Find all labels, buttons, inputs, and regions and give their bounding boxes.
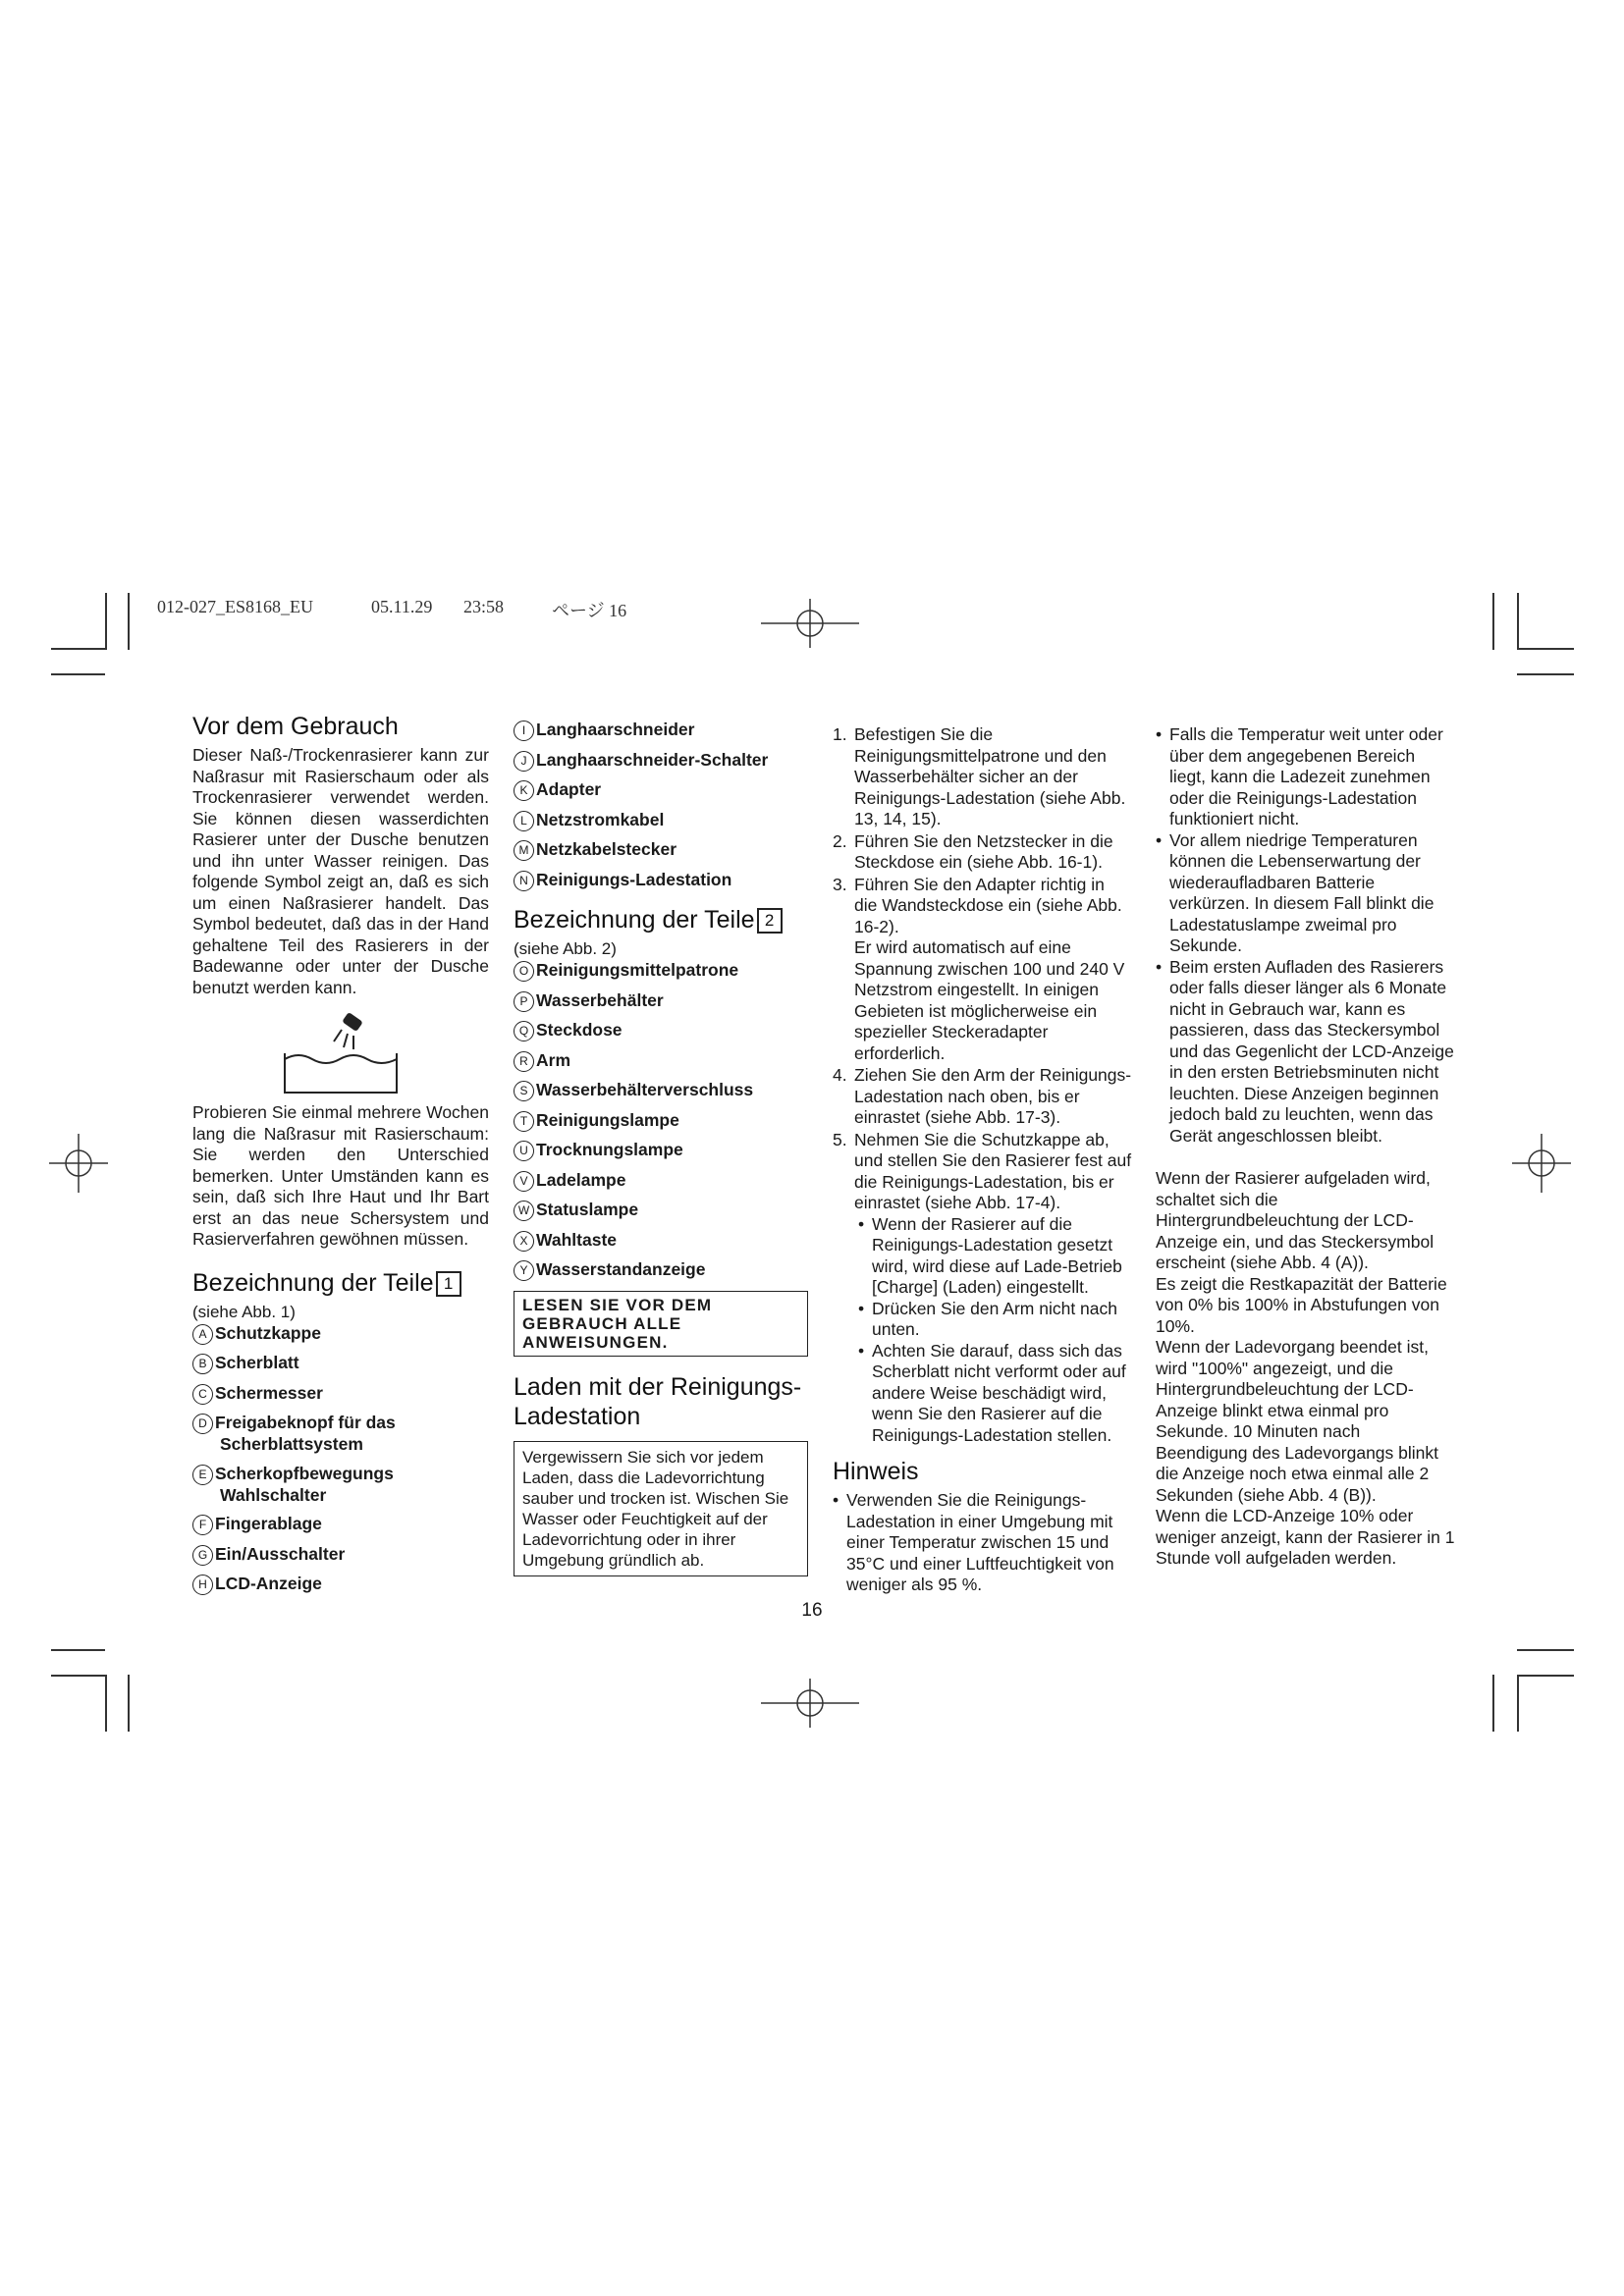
list-item: Y Wasserstandanzeige xyxy=(514,1259,808,1281)
print-date: 05.11.29 xyxy=(371,597,433,616)
note-box: Vergewissern Sie sich vor jedem Laden, dass die Ladevorrichtung sauber und trocken ist. Wischen Sie Wasser oder Feuchtigkeit auf der Ladevorrichtung oder in ihrer Umgebung gründlich ab. xyxy=(514,1441,808,1576)
crop-mark xyxy=(1492,1675,1494,1732)
figure-reference: (siehe Abb. 2) xyxy=(514,939,617,958)
list-item: T Reinigungslampe xyxy=(514,1110,808,1132)
crop-mark xyxy=(51,648,105,650)
registration-mark-icon xyxy=(1512,1134,1571,1193)
print-page-label: ページ 16 xyxy=(552,601,627,620)
parts-list-1 xyxy=(192,1323,489,1596)
list-item: R Arm xyxy=(514,1050,808,1072)
charging-paragraph-2: Es zeigt die Restkapazität der Batterie von 0% bis 100% in Abstufungen von 10%. xyxy=(1156,1273,1447,1336)
list-item: M Netzkabelstecker xyxy=(514,839,808,861)
crop-mark xyxy=(1492,593,1494,650)
print-header xyxy=(157,597,313,617)
figure-number-badge: 2 xyxy=(757,908,783,934)
crop-mark xyxy=(105,1675,107,1732)
list-item: • Beim ersten Aufladen des Rasierers oder falls dieser länger als 6 Monate nicht in Gebrauch war, kann es passieren, dass das Steckersymbol und das Gegenlicht der LCD-Anzeige in den ersten Betriebsminuten nicht leuchten. Diese Anzeigen beginnen jedoch bald zu leuchten, wenn das Gerät angeschlossen bleibt. xyxy=(1156,957,1455,1148)
list-item: • Verwenden Sie die Reinigungs-Ladestation in einer Umgebung mit einer Temperatur zwischen 15 und 35°C und einer Luftfeuchtigkeit von weniger als 95 %. xyxy=(833,1490,1132,1596)
section-title-parts-1: Bezeichnung der Teile 1 xyxy=(192,1268,489,1298)
hint-bullets xyxy=(833,1490,1132,1596)
list-item: X Wahltaste xyxy=(514,1230,808,1252)
crop-mark xyxy=(1517,1675,1574,1677)
crop-mark xyxy=(128,1675,130,1732)
crop-mark xyxy=(51,1649,105,1651)
section-title-parts-2: Bezeichnung der Teile 2 xyxy=(514,905,808,934)
crop-mark xyxy=(1517,1675,1519,1732)
list-item: • Achten Sie darauf, dass sich das Scherblatt nicht verformt oder auf andere Weise beschädigt wird, wenn Sie den Rasierer auf die Reinigungs-Ladestation stellen. xyxy=(858,1341,1132,1447)
list-item: N Reinigungs-Ladestation xyxy=(514,870,808,891)
crop-mark xyxy=(51,1675,105,1677)
section-title-before-use: Vor dem Gebrauch xyxy=(192,713,399,740)
list-item: Q Steckdose xyxy=(514,1020,808,1041)
crop-mark xyxy=(1517,648,1574,650)
list-item: U Trocknungslampe xyxy=(514,1140,808,1161)
list-item: 4. Ziehen Sie den Arm der Reinigungs-Ladestation nach oben, bis er einrastet (siehe Abb. 17-3). xyxy=(833,1065,1132,1127)
list-item: • Drücken Sie den Arm nicht nach unten. xyxy=(858,1299,1132,1341)
list-item: V Ladelampe xyxy=(514,1170,808,1192)
shower-bath-icon xyxy=(192,1012,489,1096)
crop-mark xyxy=(128,593,130,650)
list-item: • Falls die Temperatur weit unter oder über dem angegebenen Bereich liegt, kann die Ladezeit zunehmen oder die Reinigungs-Ladestation funktioniert nicht. xyxy=(1156,724,1455,830)
list-item: P Wasserbehälter xyxy=(514,990,808,1012)
list-item: E Scherkopfbewegungs Wahlschalter xyxy=(192,1464,489,1506)
crop-mark xyxy=(1517,593,1519,650)
list-item: • Vor allem niedrige Temperaturen können die Lebenserwartung der wiederaufladbaren Batterie verkürzen. In diesem Fall blinkt die Ladestatuslampe zweimal pro Sekunde. xyxy=(1156,830,1455,957)
list-item: 1. Befestigen Sie die Reinigungsmittelpatrone und den Wasserbehälter sicher an der Reinigungs-Ladestation (siehe Abb. 13, 14, 15). xyxy=(833,724,1126,828)
list-item: K Adapter xyxy=(514,779,808,801)
list-item: 3. Führen Sie den Adapter richtig in die Wandsteckdose ein (siehe Abb. 16-2). Er wird automatisch auf eine Spannung zwischen 100 und 240 V Netzstrom eingestellt. In einigen Gebieten ist möglicherweise ein spezieller Steckeradapter erforderlich. xyxy=(833,874,1125,1063)
list-item: D Freigabeknopf für das Scherblattsystem xyxy=(192,1413,489,1455)
warning-box: LESEN SIE VOR DEM GEBRAUCH ALLE ANWEISUNGEN. xyxy=(514,1291,808,1357)
page-number: 16 xyxy=(801,1600,823,1621)
list-item: C Schermesser xyxy=(192,1383,489,1405)
list-item: L Netzstromkabel xyxy=(514,810,808,831)
column-1 xyxy=(192,712,489,1604)
step-5-bullets xyxy=(858,1214,1132,1447)
parts-list-2 xyxy=(514,960,808,1281)
charging-steps xyxy=(833,724,1132,1446)
section-title-hint: Hinweis xyxy=(833,1458,919,1485)
list-item: W Statuslampe xyxy=(514,1200,808,1221)
registration-mark-icon xyxy=(49,1134,108,1193)
list-item: 5. Nehmen Sie die Schutzkappe ab, und stellen Sie den Rasierer fest auf die Reinigungs-Ladestation, bis er einrastet (siehe Abb. 17-4). • Wenn der Rasierer auf die Reinigungs-Ladestation gesetzt wird, wird diese auf Lade-Betrieb [Charge] (Laden) eingestellt. • Drücken Sie den Arm nicht nach unten. • Achten Sie darauf, dass sich das Scherblatt nicht verformt oder auf andere Weise beschädigt wird, wenn Sie den Rasierer auf die Reinigungs-Ladestation stellen. xyxy=(833,1130,1132,1447)
figure-number-badge: 1 xyxy=(436,1271,461,1297)
column-2 xyxy=(514,720,808,1576)
parts-list-1-continued xyxy=(514,720,808,891)
crop-mark xyxy=(1517,673,1574,675)
temperature-bullets xyxy=(1156,724,1455,1147)
list-item: F Fingerablage xyxy=(192,1514,489,1535)
column-4 xyxy=(1156,724,1455,1570)
list-item: H LCD-Anzeige xyxy=(192,1574,489,1595)
list-item: B Scherblatt xyxy=(192,1353,489,1374)
print-time: 23:58 xyxy=(463,597,505,616)
list-item: S Wasserbehälterverschluss xyxy=(514,1080,808,1101)
column-3 xyxy=(833,724,1132,1596)
registration-mark-icon xyxy=(761,599,859,648)
list-item: O Reinigungsmittelpatrone xyxy=(514,960,808,982)
intro-paragraph: Dieser Naß-/Trockenrasierer kann zur Naßrasur mit Rasierschaum oder als Trockenrasierer verwendet werden. Sie können diesen wasserdichten Rasierer unter der Dusche benutzen und ihn unter Wasser reinigen. Das folgende Symbol zeigt an, daß es sich um einen Naßrasierer handelt. Das Symbol bedeutet, daß das in der Hand gehaltene Teil des Rasierers in der Badewanne oder unter der Dusche benutzt werden kann. xyxy=(192,745,489,997)
crop-mark xyxy=(1517,1649,1574,1651)
list-item: I Langhaarschneider xyxy=(514,720,808,741)
registration-mark-icon xyxy=(761,1679,859,1728)
charging-paragraph-1: Wenn der Rasierer aufgeladen wird, schaltet sich die Hintergrundbeleuchtung der LCD-Anzeige ein, und das Steckersymbol erscheint (siehe Abb. 4 (A)). xyxy=(1156,1168,1435,1272)
list-item: G Ein/Ausschalter xyxy=(192,1544,489,1566)
list-item: J Langhaarschneider-Schalter xyxy=(514,750,808,772)
crop-mark xyxy=(51,673,105,675)
charging-paragraph-4: Wenn die LCD-Anzeige 10% oder weniger anzeigt, kann der Rasierer in 1 Stunde voll aufgeladen werden. xyxy=(1156,1506,1455,1568)
section-title-charging: Laden mit der Reinigungs-Ladestation xyxy=(514,1373,802,1430)
list-item: 2. Führen Sie den Netzstecker in die Steckdose ein (siehe Abb. 16-1). xyxy=(833,830,1113,872)
figure-reference: (siehe Abb. 1) xyxy=(192,1302,296,1321)
crop-mark xyxy=(105,593,107,650)
file-id: 012-027_ES8168_EU xyxy=(157,597,313,616)
list-item: A Schutzkappe xyxy=(192,1323,489,1345)
list-item: • Wenn der Rasierer auf die Reinigungs-Ladestation gesetzt wird, wird diese auf Lade-Betrieb [Charge] (Laden) eingestellt. xyxy=(858,1214,1132,1299)
try-paragraph: Probieren Sie einmal mehrere Wochen lang die Naßrasur mit Rasierschaum: Sie werden den Unterschied bemerken. Unter Umständen kann es sein, daß sich Ihre Haut und Ihr Bart erst an das neue Schersystem und Rasierverfahren gewöhnen müssen. xyxy=(192,1102,489,1249)
charging-paragraph-3: Wenn der Ladevorgang beendet ist, wird "100%" angezeigt, und die Hintergrundbeleuchtung der LCD-Anzeige blinkt etwa einmal pro Sekunde. 10 Minuten nach Beendigung des Ladevorgangs blinkt die Anzeige noch etwa einmal alle 2 Sekunden (siehe Abb. 4 (B)). xyxy=(1156,1337,1438,1505)
